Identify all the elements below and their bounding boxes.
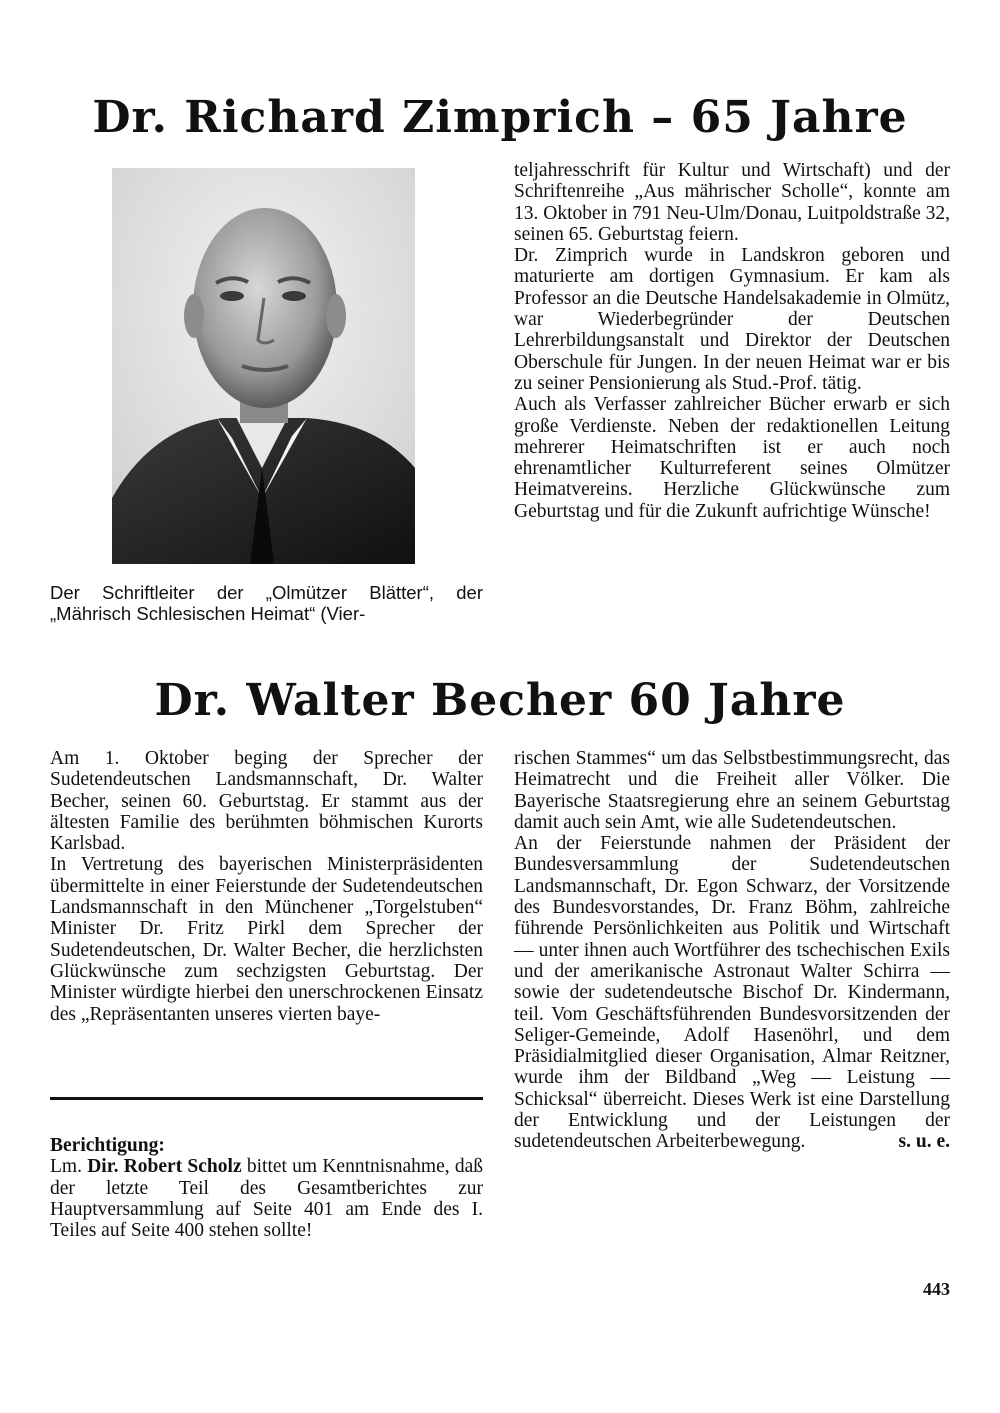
article1-title: Dr. Richard Zimprich – 65 Jahre — [92, 92, 908, 143]
article2-body-right — [514, 748, 950, 1153]
photo-caption: Der Schriftleiter der „Olmützer Blätter“, der „Mährisch Schlesischen Heimat“ (Vier- — [50, 582, 483, 625]
correction-prefix: Lm. — [50, 1156, 82, 1178]
portrait-photo — [112, 168, 415, 564]
article2-signature: s. u. e. — [898, 1131, 950, 1153]
article2-paragraph-3: rischen Stammes“ um das Selbstbestimmungsrecht, das Heimatrecht und die Freiheit aller Völker. Die Bayerische Staatsregierung ehre an seinem Geburtstag damit auch sein Amt, wie alle Sudetendeutschen. — [514, 748, 950, 833]
article2-body-left — [50, 748, 483, 1025]
correction-text — [50, 1156, 483, 1241]
correction-heading: Berichtigung: — [50, 1135, 165, 1156]
article2-paragraph-2: In Vertretung des bayerischen Ministerpräsidenten übermittelte in einer Feierstunde der Sudetendeutschen Landsmannschaft in den Münchener „Torgelstuben“ Minister Dr. Fritz Pirkl dem Sprecher der Sudetendeutschen, Dr. Walter Becher, die herzlichsten Glückwünsche zum sechzigsten Geburtstag. Der Minister würdigte hierbei den unerschrockenen Einsatz des „Repräsentanten unseres vierten baye- — [50, 854, 483, 1025]
section-divider — [50, 1097, 483, 1100]
article2-paragraph-4-text: An der Feierstunde nahmen der Präsident der Bundesversammlung der Sudetendeutschen Landsmannschaft, Dr. Egon Schwarz, der Vorsitzende des Bundesvorstandes, Dr. Franz Böhm, zahlreiche führende Persönlichkeiten aus Politik und Wirtschaft — unter ihnen auch Wortführer des tschechischen Exils und der amerikanische Astronaut Walter Schirra — sowie der sudetendeutsche Bischof Dr. Kindermann, teil. Vom Geschäftsführenden Bundesvorsitzenden der Seliger-Gemeinde, Adolf Hasenöhrl, und dem Präsidialmitglied dieser Organisation, Almar Reitzner, wurde ihm der Bildband „Weg — Leistung — Schicksal“ überreicht. Dieses Werk ist eine Darstellung der Entwicklung und der Leistungen der sudetendeutschen Arbeiterbewegung. — [514, 833, 950, 1153]
correction-body: bittet um Kenntnisnahme, daß der letzte Teil des Gesamtberichtes zur Hauptversammlung auf Seite 401 am Ende des I. Teiles auf Seite 400 stehen sollte! — [50, 1156, 484, 1242]
article2-paragraph-1: Am 1. Oktober beging der Sprecher der Sudetendeutschen Landsmannschaft, Dr. Walter Becher, seinen 60. Geburtstag. Er stammt aus der ältesten Familie des berühmten böhmischen Kurorts Karlsbad. — [50, 748, 483, 855]
article1-paragraph-1: teljahresschrift für Kultur und Wirtschaft) und der Schriftenreihe „Aus mährischer Scholle“, konnte am 13. Oktober in 791 Neu-Ulm/Donau, Luitpoldstraße 32, seinen 65. Geburtstag feiern. — [514, 160, 950, 245]
correction-name: Dir. Robert Scholz — [87, 1156, 242, 1178]
article2-title: Dr. Walter Becher 60 Jahre — [154, 675, 846, 726]
article2-paragraph-4 — [514, 833, 950, 1152]
page-number: 443 — [923, 1279, 950, 1299]
article1-paragraph-2: Dr. Zimprich wurde in Landskron geboren und maturierte am dortigen Gymnasium. Er kam als Professor an die Deutsche Handelsakademie in Olmütz, war Wiederbegründer der Deutschen Lehrerbildungsanstalt und Direktor der Deutschen Oberschule für Jungen. In der neuen Heimat war er bis zu seiner Pensionierung als Stud.-Prof. tätig. — [514, 245, 950, 394]
correction-notice — [50, 1135, 483, 1241]
article1-paragraph-3: Auch als Verfasser zahlreicher Bücher erwarb er sich große Verdienste. Neben der redaktionellen Leitung mehrerer Heimatschriften ist er auch noch ehrenamtlicher Kulturreferent seines Olmützer Heimatvereins. Herzliche Glückwünsche zum Geburtstag und für die Zukunft aufrichtige Wünsche! — [514, 394, 950, 522]
article1-body — [514, 160, 950, 522]
